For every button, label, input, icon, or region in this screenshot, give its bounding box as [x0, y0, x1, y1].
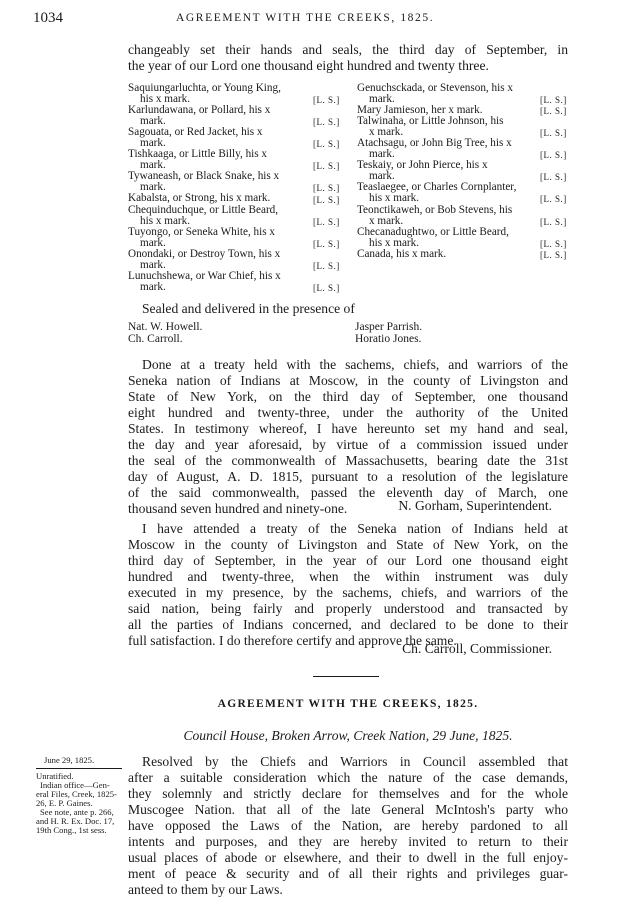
paragraph-line: the day and year aforesaid, by virtue of a commission issued under	[128, 437, 568, 452]
seal-mark: [L. S.]	[313, 283, 340, 293]
signature-line: mark.	[140, 181, 166, 193]
opening-line: the year of our Lord one thousand eight hundred and twenty three.	[128, 58, 489, 73]
paragraph-line: hundred and twenty-three, when the within instrument was duly	[128, 569, 568, 584]
paragraph-line: full satisfaction. I do therefore certify and approve the same.	[128, 633, 457, 648]
carroll-signature: Ch. Carroll, Commissioner.	[402, 641, 552, 656]
seal-mark: [L. S.]	[313, 183, 340, 193]
witness-name: Ch. Carroll.	[128, 333, 183, 345]
signature-line: Canada, his x mark.	[357, 248, 447, 260]
signature-line: Teskaiy, or John Pierce, his x	[357, 159, 488, 171]
paragraph-line: ment of peace & security and of all their rights and privileges guar-	[128, 866, 568, 881]
signature-line: mark.	[140, 259, 166, 271]
witness-name: Nat. W. Howell.	[128, 321, 203, 333]
paragraph-line: States. In testimony whereof, I have hereunto set my hand and seal,	[128, 421, 568, 436]
paragraph-line: anteed to them by our Laws.	[128, 882, 283, 897]
paragraph-line: Muscogee Nation. that all of the late General McIntosh's party who	[128, 802, 568, 817]
paragraph-line: State of New York, on the third day of September, one thousand	[128, 389, 568, 404]
signature-line: mark.	[369, 170, 395, 182]
paragraph-line: Seneka nation of Indians at Moscow, in the county of Livingston and	[128, 373, 568, 388]
signature-line: Teonctikaweh, or Bob Stevens, his	[357, 204, 513, 216]
paragraph-line: of the said commonwealth, passed the eleventh day of March, one	[128, 485, 568, 500]
witness-name: Horatio Jones.	[355, 333, 422, 345]
section-dateline: Council House, Broken Arrow, Creek Nation, 29 June, 1825.	[183, 728, 513, 743]
signature-line: mark.	[140, 237, 166, 249]
signature-line: Genuchsckada, or Stevenson, his x	[357, 82, 513, 94]
paragraph-line: the seal of the commonwealth of Massachusetts, bearing date the 31st	[128, 453, 568, 468]
paragraph-line: I have attended a treaty of the Seneka nation of Indians held at	[142, 521, 568, 536]
signature-line: Saquiungarluchta, or Young King,	[128, 82, 281, 94]
signature-line: Checanadughtwo, or Little Beard,	[357, 226, 509, 238]
seal-mark: [L. S.]	[540, 217, 567, 227]
signature-line: mark.	[140, 281, 166, 293]
paragraph-line: usual places of abode or elsewhere, and their to dwell in the full enjoy-	[128, 850, 568, 865]
paragraph-line: after a suitable consideration which the nature of the case demands,	[128, 770, 568, 785]
signature-line: Talwinaha, or Little Johnson, his	[357, 115, 504, 127]
seal-mark: [L. S.]	[540, 128, 567, 138]
margin-rule	[36, 768, 122, 769]
witness-name: Jasper Parrish.	[355, 321, 423, 333]
signature-line: Teaslaegee, or Charles Cornplanter,	[357, 181, 517, 193]
seal-mark: [L. S.]	[313, 117, 340, 127]
section-title: AGREEMENT WITH THE CREEKS, 1825.	[217, 698, 479, 710]
seal-mark: [L. S.]	[313, 195, 340, 205]
signature-line: Atachsagu, or John Big Tree, his x	[357, 137, 512, 149]
signature-line: mark.	[140, 137, 166, 149]
paragraph-line: have opposed the Laws of the Nation, are hereby pardoned to all	[128, 818, 568, 833]
witness-heading: Sealed and delivered in the presence of	[142, 301, 355, 316]
signature-line: his x mark.	[140, 93, 191, 105]
signature-line: Onondaki, or Destroy Town, his x	[128, 248, 281, 260]
margin-note-line: and H. R. Ex. Doc. 17,	[36, 816, 115, 826]
margin-note-line: Unratified.	[36, 771, 74, 781]
seal-mark: [L. S.]	[313, 261, 340, 271]
opening-line: changeably set their hands and seals, the third day of September, in	[128, 42, 568, 57]
signature-line: Kabalsta, or Strong, his x mark.	[128, 192, 271, 204]
signature-line: Tishkaaga, or Little Billy, his x	[128, 148, 268, 160]
margin-note-line: eral Files, Creek, 1825-	[36, 789, 117, 799]
seal-mark: [L. S.]	[540, 106, 567, 116]
signature-line: Karlundawana, or Pollard, his x	[128, 104, 271, 116]
signature-line: Mary Jamieson, her x mark.	[357, 104, 483, 116]
paragraph-line: day of August, A. D. 1815, pursuant to a resolution of the legislature	[128, 469, 568, 484]
paragraph-line: Moscow in the county of Livingston and State of New York, on the	[128, 537, 568, 552]
signature-line: mark.	[140, 159, 166, 171]
signature-line: mark.	[369, 93, 395, 105]
paragraph-line: Done at a treaty held with the sachems, chiefs, and warriors of the	[142, 357, 568, 372]
seal-mark: [L. S.]	[313, 161, 340, 171]
seal-mark: [L. S.]	[540, 95, 567, 105]
signature-line: Chequinduchque, or Little Beard,	[128, 204, 279, 216]
margin-note-line: See note, ante p. 266,	[40, 807, 114, 817]
signature-line: x mark.	[369, 215, 404, 227]
seal-mark: [L. S.]	[540, 250, 567, 260]
seal-mark: [L. S.]	[313, 139, 340, 149]
seal-mark: [L. S.]	[540, 150, 567, 160]
signature-line: his x mark.	[140, 215, 191, 227]
paragraph-line: intents and purposes, and they are hereby invited to return to their	[128, 834, 568, 849]
paragraph-line: eight hundred and twenty-three, under the authority of the United	[128, 405, 568, 420]
paragraph-line: Resolved by the Chiefs and Warriors in Council assembled that	[142, 754, 568, 769]
paragraph-line: said nation, being fairly and properly understood and transacted by	[128, 601, 568, 616]
signature-line: Lunuchshewa, or War Chief, his x	[128, 270, 281, 282]
seal-mark: [L. S.]	[540, 194, 567, 204]
signature-line: mark.	[140, 115, 166, 127]
signature-line: his x mark.	[369, 237, 420, 249]
paragraph-line: executed in my presence, by the sachems, chiefs, and warriors of the	[128, 585, 568, 600]
paragraph-line: third day of September, in the year of our Lord one thousand eight	[128, 553, 568, 568]
section-rule	[313, 676, 379, 677]
paragraph-line: thousand seven hundred and ninety-one.	[128, 501, 348, 516]
seal-mark: [L. S.]	[540, 172, 567, 182]
paragraph-line: all the parties of Indians concerned, and declared to be done to their	[128, 617, 568, 632]
seal-mark: [L. S.]	[313, 239, 340, 249]
signature-line: Tywaneash, or Black Snake, his x	[128, 170, 280, 182]
margin-note-line: Indian office—Gen-	[40, 780, 110, 790]
margin-note-line: 19th Cong., 1st sess.	[36, 825, 107, 835]
signature-line: Tuyongo, or Seneka White, his x	[128, 226, 275, 238]
paragraph-line: they solemnly and strictly declare for themselves and for the whole	[128, 786, 568, 801]
signature-line: Sagouata, or Red Jacket, his x	[128, 126, 263, 138]
signature-line: x mark.	[369, 126, 404, 138]
seal-mark: [L. S.]	[313, 217, 340, 227]
page-number: 1034	[33, 10, 63, 26]
seal-mark: [L. S.]	[313, 95, 340, 105]
signature-line: his x mark.	[369, 192, 420, 204]
gorham-signature: N. Gorham, Superintendent.	[398, 498, 552, 513]
margin-date: June 29, 1825.	[44, 755, 95, 765]
seal-mark: [L. S.]	[540, 239, 567, 249]
running-head: AGREEMENT WITH THE CREEKS, 1825.	[176, 12, 435, 24]
signature-line: mark.	[369, 148, 395, 160]
margin-note-line: 26, E. P. Gaines.	[36, 798, 93, 808]
